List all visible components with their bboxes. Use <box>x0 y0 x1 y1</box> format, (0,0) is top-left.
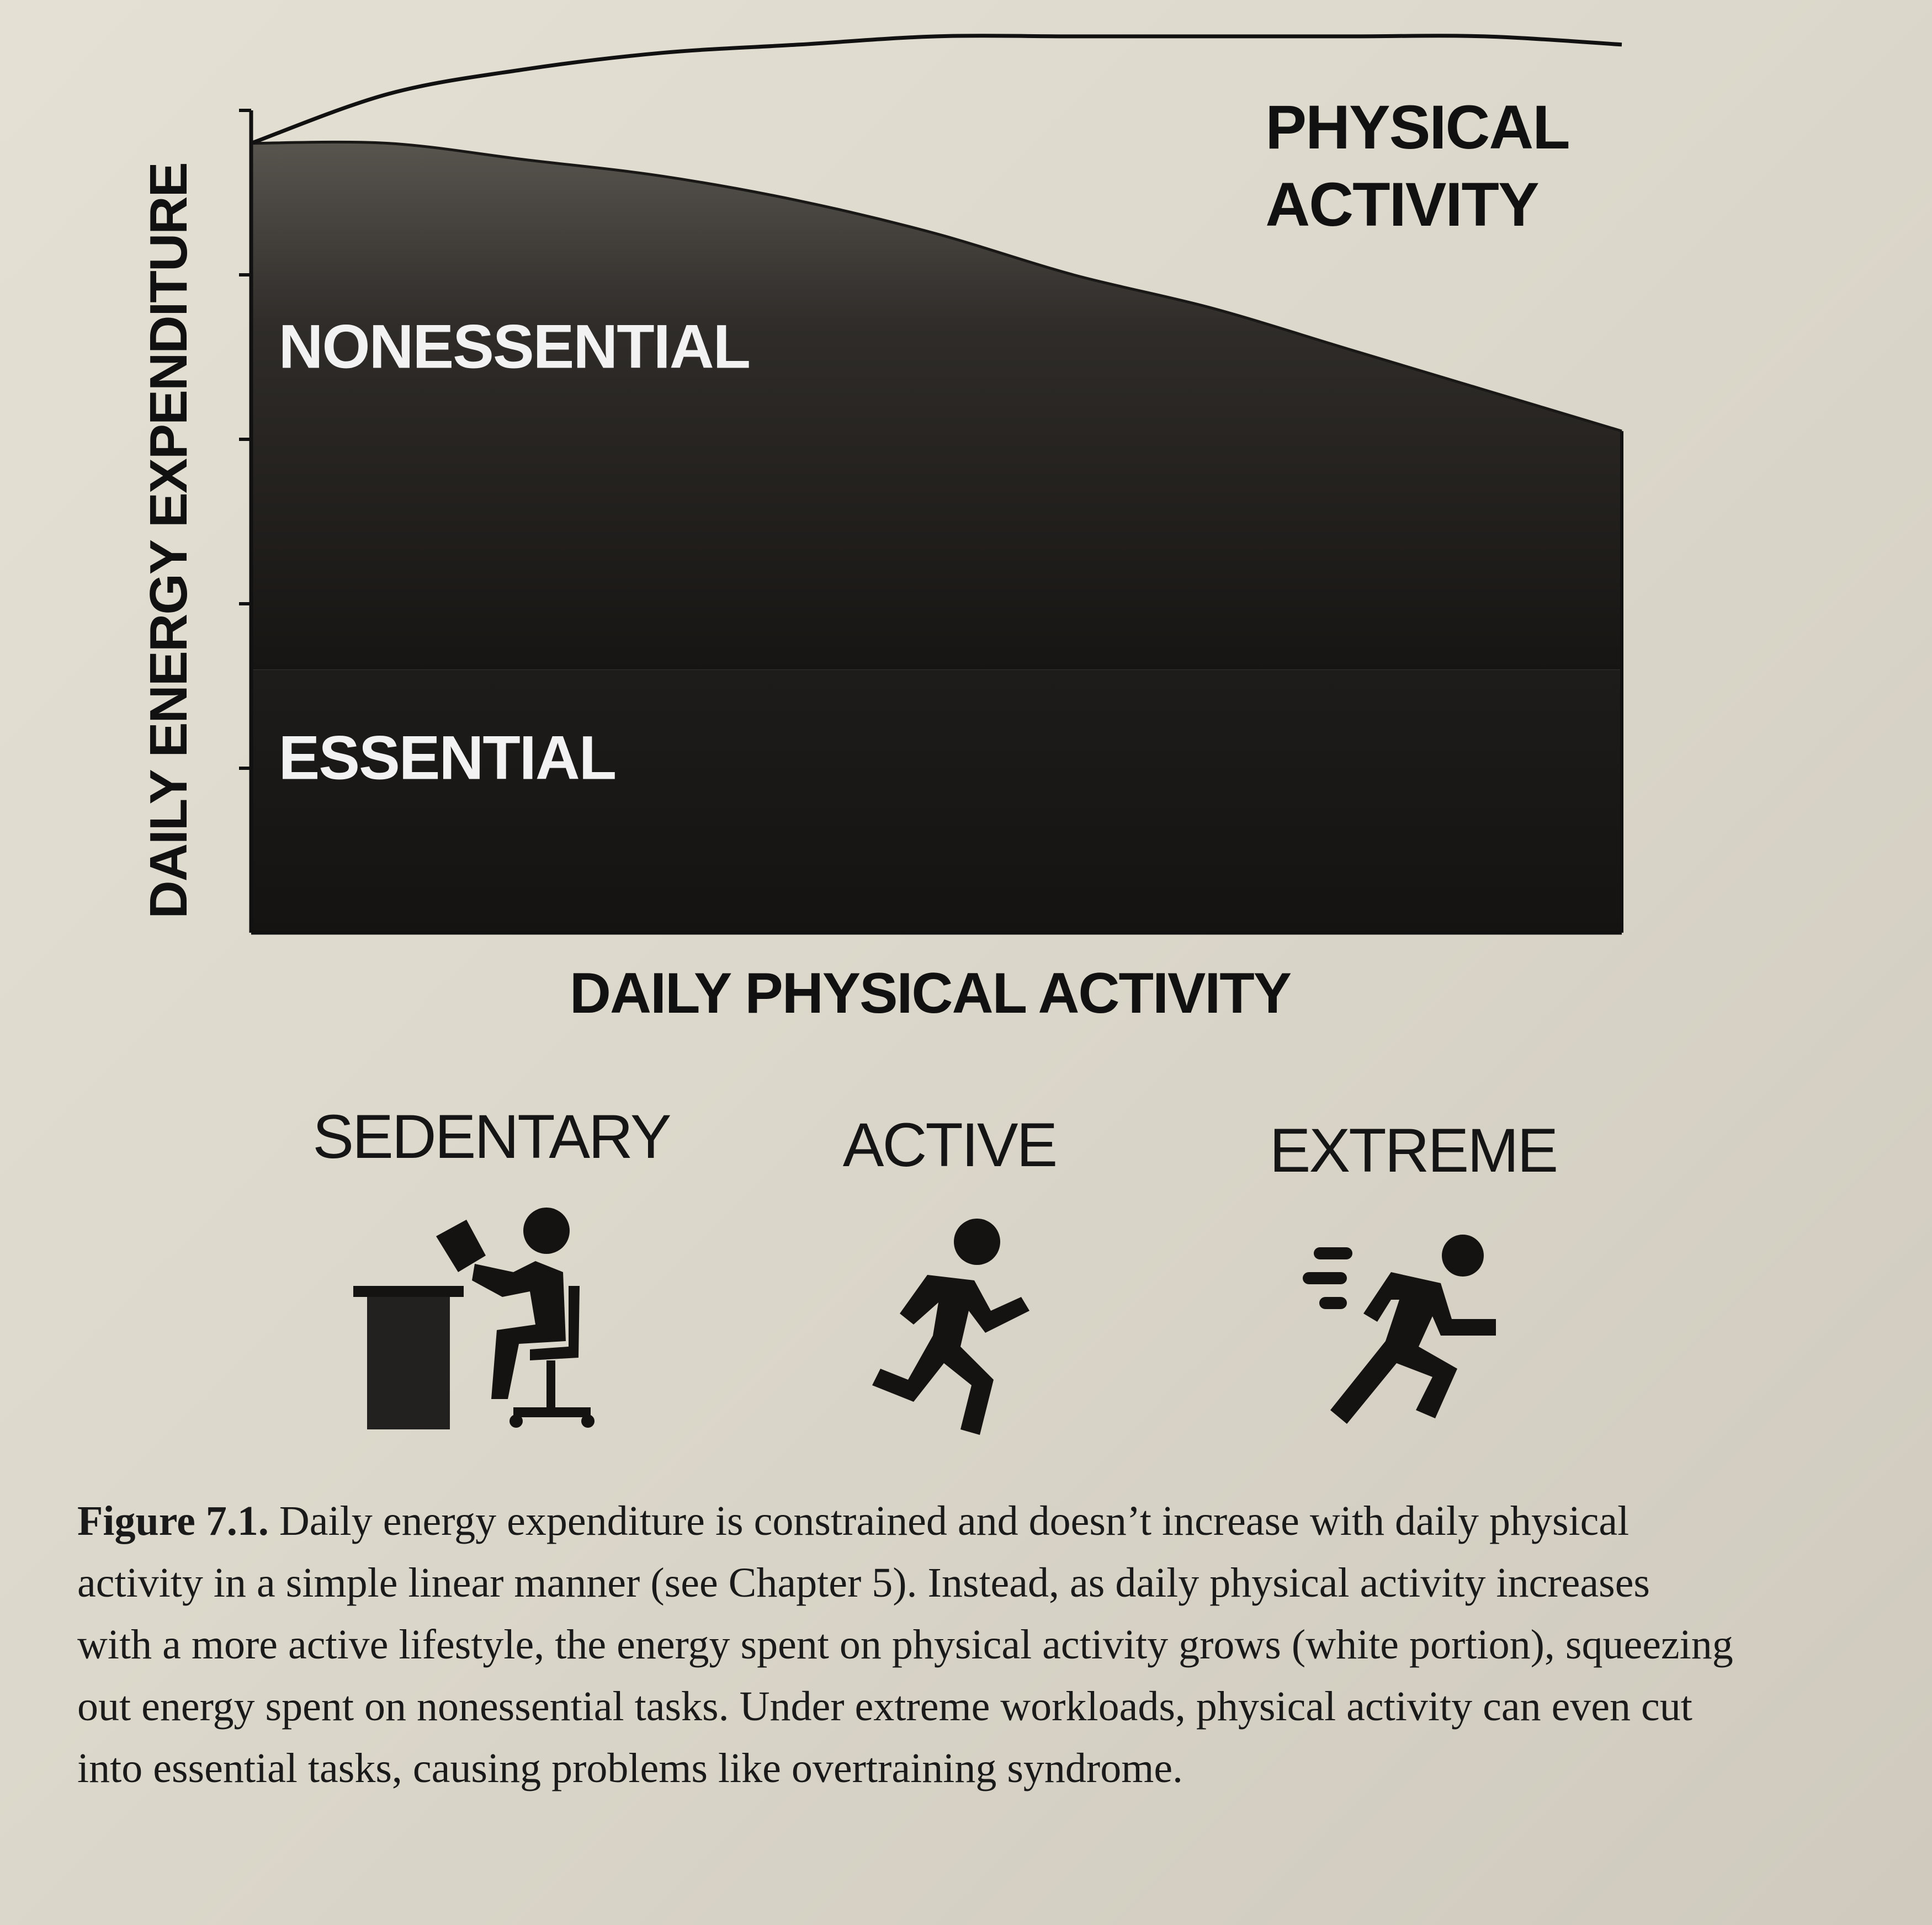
y-axis-title: DAILY ENERGY EXPENDITURE <box>139 163 198 919</box>
x-axis-title: DAILY PHYSICAL ACTIVITY <box>569 961 1291 1025</box>
label-essential: ESSENTIAL <box>278 723 616 793</box>
area-essential <box>251 669 1622 933</box>
figure-caption-text: Daily energy expenditure is constrained and doesn’t increase with daily physical activity in a simple linear manner (see Chapter 5). Instead, as daily physical activity increases with a more active lifestyle, the energy spent on physical activity grows (white portion), squeezing out energy spent on nonessential tasks. Under extreme workloads, physical activity can even cut into essential tasks, causing problems like overtraining syndrome. <box>77 1498 1733 1791</box>
figure-number: Figure 7.1. <box>77 1498 269 1544</box>
activity-level-label-active: ACTIVE <box>842 1110 1057 1179</box>
activity-level-label-sedentary: SEDENTARY <box>312 1102 670 1171</box>
label-nonessential: NONESSENTIAL <box>278 312 750 381</box>
label-physical-activity: PHYSICAL ACTIVITY <box>1265 93 1569 239</box>
sprinting-person-icon <box>1303 1231 1512 1429</box>
person-at-desk-icon <box>348 1203 602 1435</box>
running-person-icon <box>861 1214 1038 1435</box>
activity-level-label-extreme: EXTREME <box>1269 1116 1557 1185</box>
figure-caption <box>77 1490 1733 1799</box>
